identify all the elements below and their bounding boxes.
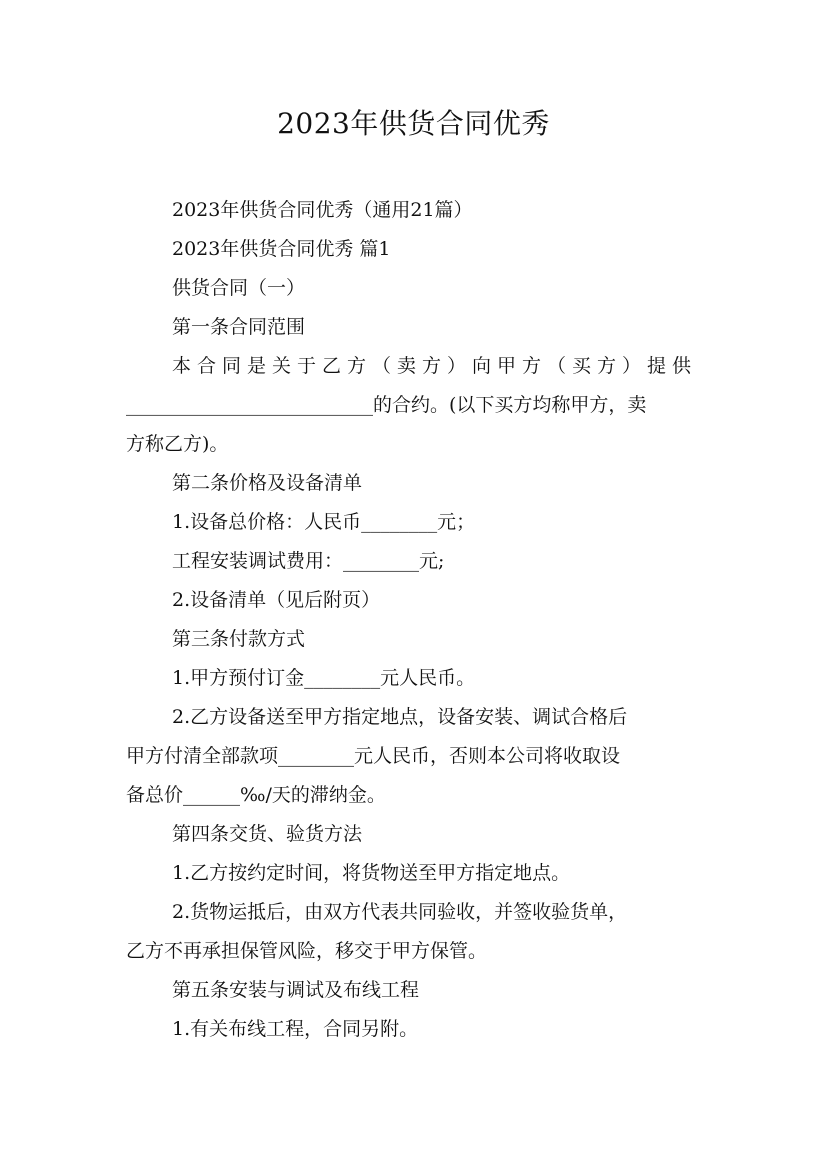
paragraph-line: 1.乙方按约定时间，将货物送至甲方指定地点。 [172,862,571,884]
paragraph-line: 2.设备清单（见后附页） [172,589,381,611]
document-body [126,191,706,1049]
paragraph-line: 供货合同（一） [172,277,306,299]
paragraph-line: 方称乙方)。 [126,433,229,455]
paragraph-line: 本合同是关于乙方（卖方）向甲方（买方）提供 [172,355,698,377]
paragraph-line: 工程安装调试费用：________元; [172,550,445,572]
document-title: 2023年供货合同优秀 [277,107,550,140]
paragraph-line: 2023年供货合同优秀（通用21篇） [172,199,473,221]
paragraph-line: 第二条价格及设备清单 [172,472,363,494]
paragraph-line: 第三条付款方式 [172,628,306,650]
paragraph-line: 2023年供货合同优秀 篇1 [172,238,391,260]
paragraph-line: 1.有关布线工程，合同另附。 [172,1018,419,1040]
paragraph-line: 甲方付清全部款项________元人民币，否则本公司将收取设 [126,745,621,767]
paragraph-line: __________________________的合约。(以下买方均称甲方，卖 [126,394,647,416]
paragraph-line: 备总价______‰/天的滞纳金。 [126,784,386,806]
paragraph-line: 2.乙方设备送至甲方指定地点，设备安装、调试合格后 [172,706,628,728]
paragraph-line: 1.甲方预付订金________元人民币。 [172,667,476,689]
paragraph-line: 1.设备总价格：人民币________元； [172,511,476,533]
paragraph-line: 第五条安装与调试及布线工程 [172,979,420,1001]
paragraph-line: 第四条交货、验货方法 [172,823,363,845]
paragraph-line: 2.货物运抵后，由双方代表共同验收，并签收验货单， [172,901,628,923]
paragraph-line: 第一条合同范围 [172,316,306,338]
paragraph-line: 乙方不再承担保管风险，移交于甲方保管。 [126,940,488,962]
